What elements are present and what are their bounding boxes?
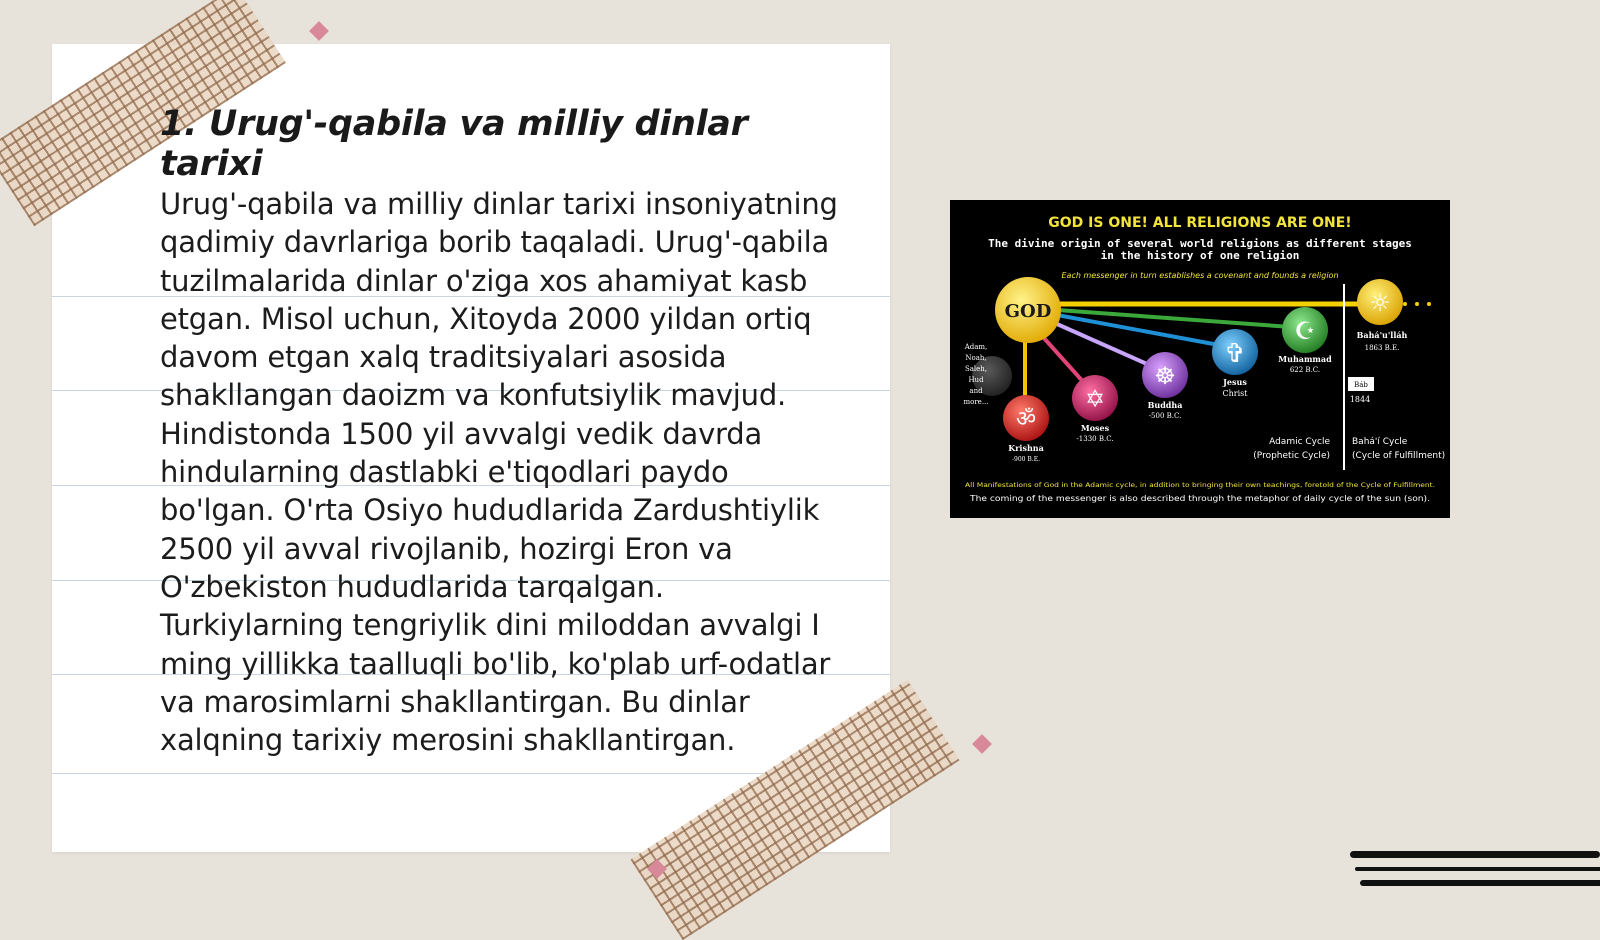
adam-line: and bbox=[969, 387, 983, 395]
religions-diagram-image bbox=[950, 200, 1450, 518]
slide-title: 1. Urug'-qabila va milliy dinlar tarixi bbox=[160, 104, 748, 184]
diagram-footer-1: All Manifestations of God in the Adamic cycle, in addition to bringing their own teachings, foretold of the Cycle of Fulfillment. bbox=[965, 481, 1435, 489]
adam-line: Saleh, bbox=[964, 365, 988, 373]
star-of-david-icon: ✡ bbox=[1084, 385, 1106, 413]
buddha-date: -500 B.C. bbox=[1148, 412, 1182, 420]
diagram-subheading-2: in the history of one religion bbox=[1100, 249, 1300, 262]
dharma-wheel-icon: ☸ bbox=[1154, 362, 1176, 390]
adam-line: Noah, bbox=[965, 354, 987, 362]
tape-pin-top bbox=[309, 21, 329, 41]
bab-date: 1844 bbox=[1349, 395, 1371, 404]
muhammad-date: 622 B.C. bbox=[1289, 366, 1321, 374]
adamic-cycle-label: Adamic Cycle bbox=[1269, 437, 1330, 447]
brush-stroke bbox=[1360, 880, 1600, 886]
cross-icon: ✞ bbox=[1224, 339, 1246, 369]
diagram-heading: GOD IS ONE! ALL RELIGIONS ARE ONE! bbox=[1048, 215, 1352, 231]
moses-date: -1330 B.C. bbox=[1076, 435, 1114, 443]
adam-line: Hud bbox=[968, 376, 984, 384]
adam-line: Adam, bbox=[964, 343, 988, 351]
god-label: GOD bbox=[1004, 301, 1052, 322]
brush-stroke bbox=[1350, 851, 1600, 858]
slide-body-text: Urug'-qabila va milliy dinlar tarixi insoniyatning qadimiy davrlariga borib taqaladi. Urug'-qabila tuzilmalarida dinlar o'ziga xos ahamiyat kasb etgan. Misol uchun, Xitoyda 2000 yildan ortiq davom etgan xalq traditsiyalari asosida shakllangan daoizm va konfutsiylik mavjud. Hindistonda 1500 yil avvalgi vedik davrda hindularning dastlabki e'tiqodlari paydo bo'lgan. O'rta Osiyo hududlarida Zardushtiylik 2500 yil avval rivojlanib, hozirgi Eron va O'zbekiston hududlarida tarqalgan. Turkiylarning tengriylik dini miloddan avvalgi I ming yillikka taalluqli bo'lib, ko'plab urf-odatlar va marosimlarni shakllantirgan. Bu dinlar xalqning tarixiy merosini shakllantirgan. bbox=[160, 187, 838, 758]
moses-name: Moses bbox=[1080, 423, 1110, 433]
diagram-footer-2: The coming of the messenger is also described through the metaphor of daily cycle of the sun (son). bbox=[968, 494, 1430, 503]
muhammad-name: Muhammad bbox=[1278, 354, 1332, 364]
brush-stroke bbox=[1355, 867, 1600, 871]
bahaullah-name: Bahá'u'lláh bbox=[1356, 330, 1408, 340]
bahai-cycle-label: Bahá'í Cycle bbox=[1352, 437, 1408, 447]
jesus-name-2: Christ bbox=[1222, 389, 1248, 398]
adam-line: more... bbox=[963, 398, 989, 406]
tape-pin-bottom-right bbox=[972, 734, 992, 754]
buddha-name: Buddha bbox=[1147, 400, 1183, 410]
krishna-name: Krishna bbox=[1008, 443, 1044, 453]
crescent-icon: ☪ bbox=[1294, 317, 1316, 345]
krishna-date: -900 B.E. bbox=[1012, 456, 1040, 463]
diagram-subheading-1: The divine origin of several world religions as different stages bbox=[988, 237, 1412, 250]
bahai-cycle-sub: (Cycle of Fulfillment) bbox=[1352, 451, 1446, 461]
adamic-cycle-sub: (Prophetic Cycle) bbox=[1253, 451, 1330, 461]
sun-icon: ☼ bbox=[1369, 289, 1391, 317]
bahaullah-date: 1863 B.E. bbox=[1364, 344, 1400, 352]
om-icon: ॐ bbox=[1015, 407, 1037, 432]
diagram-note: Each messenger in turn establishes a covenant and founds a religion bbox=[1061, 271, 1339, 280]
bab-name: Báb bbox=[1354, 381, 1368, 389]
jesus-name: Jesus bbox=[1223, 377, 1247, 387]
